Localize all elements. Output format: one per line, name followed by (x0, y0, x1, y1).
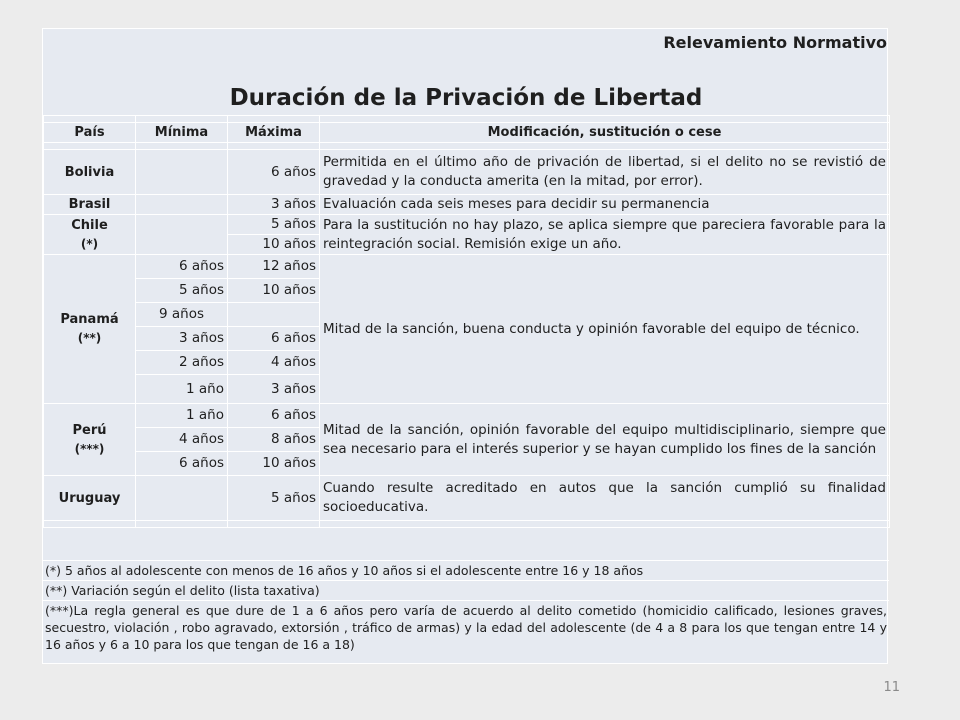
country-note-marker: (**) (77, 331, 102, 345)
table-row (44, 476, 890, 521)
min-cell: 2 años (136, 351, 228, 375)
min-cell: 3 años (136, 327, 228, 351)
country-cell: Bolivia (44, 150, 136, 195)
country-note-marker: (***) (74, 441, 105, 456)
footnote-2: (**) Variación según el delito (lista taxativa) (43, 580, 889, 600)
header (43, 29, 889, 117)
table-row (44, 195, 890, 215)
col-header-max: Máxima (228, 123, 320, 143)
min-cell: 9 años (136, 303, 228, 327)
country-note-marker: (*) (80, 236, 99, 251)
page-title: Duración de la Privación de Libertad (229, 85, 703, 111)
modification-cell: Mitad de la sanción, buena conducta y opinión favorable del equipo de técnico. (320, 255, 890, 404)
section-title: Relevamiento Normativo (663, 33, 887, 52)
table-row (44, 215, 890, 235)
table-row (44, 255, 890, 279)
modification-cell: Mitad de la sanción, opinión favorable del equipo multidisciplinario, siempre que sea necesario para el interés superior y se hayan cumplido los fines de la sanción (320, 404, 890, 476)
max-cell: 10 años (228, 452, 320, 476)
max-cell: 5 años (228, 476, 320, 521)
country-cell: Uruguay (44, 476, 136, 521)
country-name: Panamá (60, 312, 119, 327)
footnote-3: (***)La regla general es que dure de 1 a 6 años pero varía de acuerdo al delito cometido (homicidio calificado, lesiones graves, secuestro, violación , robo agravado, extorsión , tráfico de armas) y la edad del adolescente (de 4 a 8 para los que tengan entre 14 y 16 años y 6 a 10 para los que tengan de 16 a 18) (43, 600, 889, 654)
max-cell: 5 años (228, 215, 320, 235)
country-cell (44, 215, 136, 255)
max-cell: 10 años (228, 279, 320, 303)
country-cell: Brasil (44, 195, 136, 215)
country-cell (44, 255, 136, 404)
max-cell: 6 años (228, 404, 320, 428)
table-row (44, 150, 890, 195)
min-cell (136, 150, 228, 195)
max-cell: 6 años (228, 327, 320, 351)
footnote-1: (*) 5 años al adolescente con menos de 16 años y 10 años si el adolescente entre 16 y 18 años (43, 560, 889, 580)
country-name: Chile (71, 217, 108, 233)
document-table-panel (42, 28, 888, 664)
duration-table (43, 115, 890, 528)
table-header-row (44, 123, 890, 143)
footnotes (43, 560, 889, 654)
min-cell: 6 años (136, 452, 228, 476)
modification-cell: Evaluación cada seis meses para decidir su permanencia (320, 195, 890, 215)
page-number: 11 (883, 680, 900, 695)
min-cell: 5 años (136, 279, 228, 303)
spacer-row (44, 116, 890, 123)
max-cell (228, 303, 320, 327)
col-header-country: País (44, 123, 136, 143)
max-cell: 10 años (228, 235, 320, 255)
min-cell: 4 años (136, 428, 228, 452)
max-cell: 3 años (228, 375, 320, 404)
min-cell: 6 años (136, 255, 228, 279)
country-name: Perú (72, 422, 107, 438)
spacer-row (44, 521, 890, 528)
max-cell: 4 años (228, 351, 320, 375)
spacer-row (44, 143, 890, 150)
max-cell: 3 años (228, 195, 320, 215)
min-cell: 1 año (136, 375, 228, 404)
max-cell: 6 años (228, 150, 320, 195)
max-cell: 8 años (228, 428, 320, 452)
modification-cell: Cuando resulte acreditado en autos que la sanción cumplió su finalidad socioeducativa. (320, 476, 890, 521)
min-cell (136, 195, 228, 215)
modification-cell: Permitida en el último año de privación de libertad, si el delito no se revistió de gravedad y la conducta amerita (en la mitad, por error). (320, 150, 890, 195)
table-row (44, 404, 890, 428)
col-header-min: Mínima (136, 123, 228, 143)
min-cell (136, 215, 228, 255)
country-cell (44, 404, 136, 476)
max-cell: 12 años (228, 255, 320, 279)
col-header-modification: Modificación, sustitución o cese (320, 123, 890, 143)
min-cell (136, 476, 228, 521)
modification-cell: Para la sustitución no hay plazo, se aplica siempre que pareciera favorable para la reintegración social. Remisión exige un año. (320, 215, 890, 255)
min-cell: 1 año (136, 404, 228, 428)
